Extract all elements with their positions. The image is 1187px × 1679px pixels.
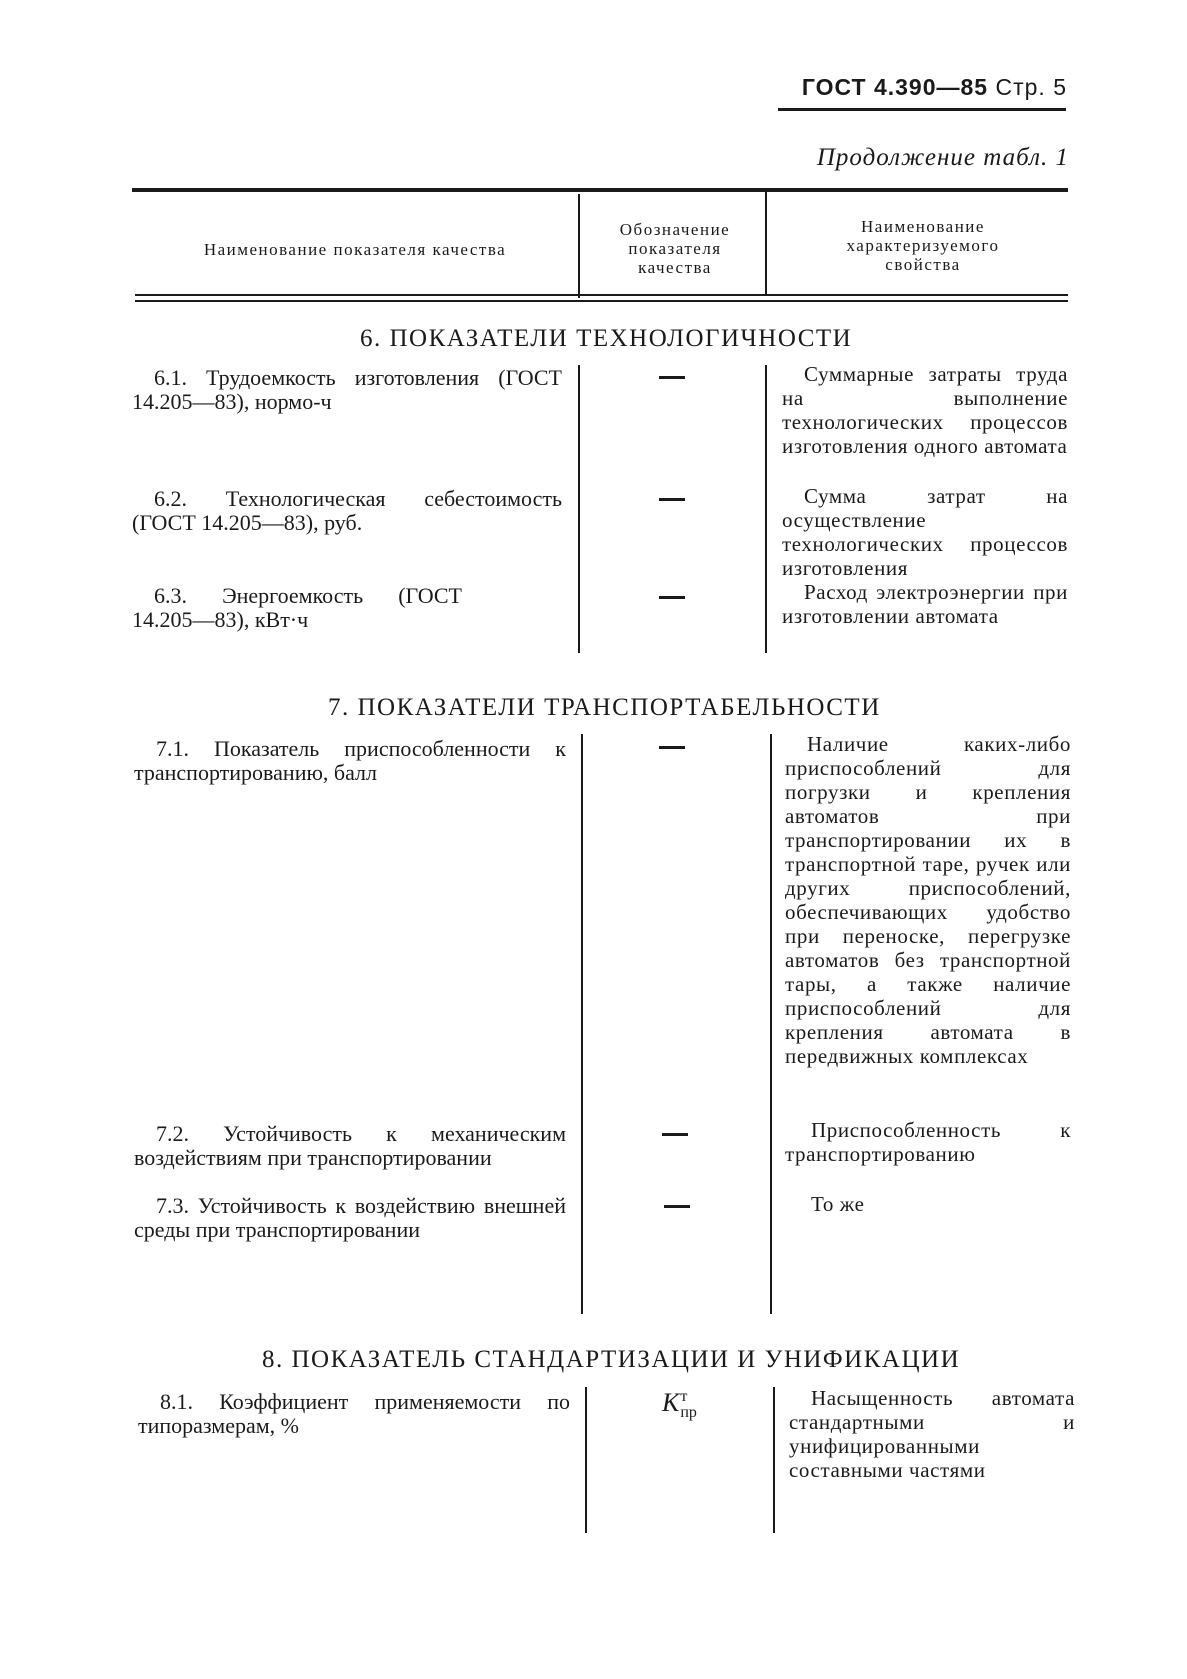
property-text: Расход электроэнергии при изготовлении автомата <box>782 580 1068 628</box>
column-divider <box>578 194 580 298</box>
column-divider <box>773 1387 775 1533</box>
column-divider <box>765 365 767 653</box>
section-title: 7. ПОКАЗАТЕЛИ ТРАНСПОРТАБЕЛЬНОСТИ <box>328 694 881 721</box>
indicator-symbol <box>662 1388 697 1421</box>
property-text: Суммарные затраты труда на выполнение технологических процессов изготовления одного автомата <box>782 362 1068 458</box>
table-continuation-label: Продолжение табл. 1 <box>816 144 1069 171</box>
column-divider <box>581 734 583 1314</box>
symbol-dash <box>662 1133 688 1136</box>
standard-number: ГОСТ 4.390—85 <box>801 74 989 100</box>
page-header <box>802 74 1067 101</box>
indicator-name: 6.3. Энергоемкость (ГОСТ 14.205—83), кВт·ч <box>132 583 462 632</box>
indicator-name: 8.1. Коэффициент применяемости по типоразмерам, % <box>138 1389 570 1438</box>
property-text: Приспособленность к транспортированию <box>785 1118 1071 1166</box>
column-divider <box>578 365 580 653</box>
indicator-name: 6.1. Трудоемкость изготовления (ГОСТ 14.205—83), нормо-ч <box>132 365 562 414</box>
page-number: Стр. 5 <box>995 74 1067 100</box>
column-divider <box>585 1387 587 1533</box>
column-divider <box>770 734 772 1314</box>
symbol-subscript: пр <box>680 1404 697 1422</box>
section-title: 6. ПОКАЗАТЕЛИ ТЕХНОЛОГИЧНОСТИ <box>360 325 853 352</box>
indicator-name: 7.3. Устойчивость к воздействию внешней среды при транспортировании <box>134 1193 566 1242</box>
property-text: Сумма затрат на осуществление технологических процессов изготовления <box>782 484 1068 580</box>
symbol-dash <box>659 498 685 501</box>
symbol-base: K <box>662 1388 680 1417</box>
table-head-rule <box>135 300 1068 302</box>
property-text: Насыщенность автомата стандартными и унифицированными составными частями <box>789 1386 1075 1482</box>
property-text: Наличие каких-либо приспособлений для погрузки и крепления автоматов при транспортировании их в транспортной таре, ручек или других приспособлений, обеспечивающих удобство при переноске, перегрузке автоматов без транспортной тары, а также наличие приспособлений для крепления автомата в передвижных комплексах <box>785 732 1071 1068</box>
symbol-superscript: т <box>680 1388 688 1406</box>
symbol-dash <box>659 746 685 749</box>
column-header-symbol: Обозначение показателя качества <box>619 220 731 277</box>
section-title: 8. ПОКАЗАТЕЛЬ СТАНДАРТИЗАЦИИ И УНИФИКАЦИИ <box>262 1346 961 1373</box>
symbol-dash <box>659 376 685 379</box>
symbol-dash <box>664 1205 690 1208</box>
indicator-name: 6.2. Технологическая себестоимость (ГОСТ 14.205—83), руб. <box>132 486 562 535</box>
symbol-dash <box>659 596 685 599</box>
indicator-name: 7.2. Устойчивость к механическим воздействиям при транспортировании <box>134 1121 566 1170</box>
table-top-rule <box>132 188 1068 192</box>
column-header-property: Наименование характеризуемого свойства <box>846 217 1000 274</box>
property-text: То же <box>811 1192 865 1216</box>
table-head-rule <box>135 294 1068 296</box>
indicator-name: 7.1. Показатель приспособленности к транспортированию, балл <box>134 736 566 785</box>
column-divider <box>765 190 767 296</box>
header-rule <box>778 108 1066 111</box>
column-header-name: Наименование показателя качества <box>203 240 507 259</box>
